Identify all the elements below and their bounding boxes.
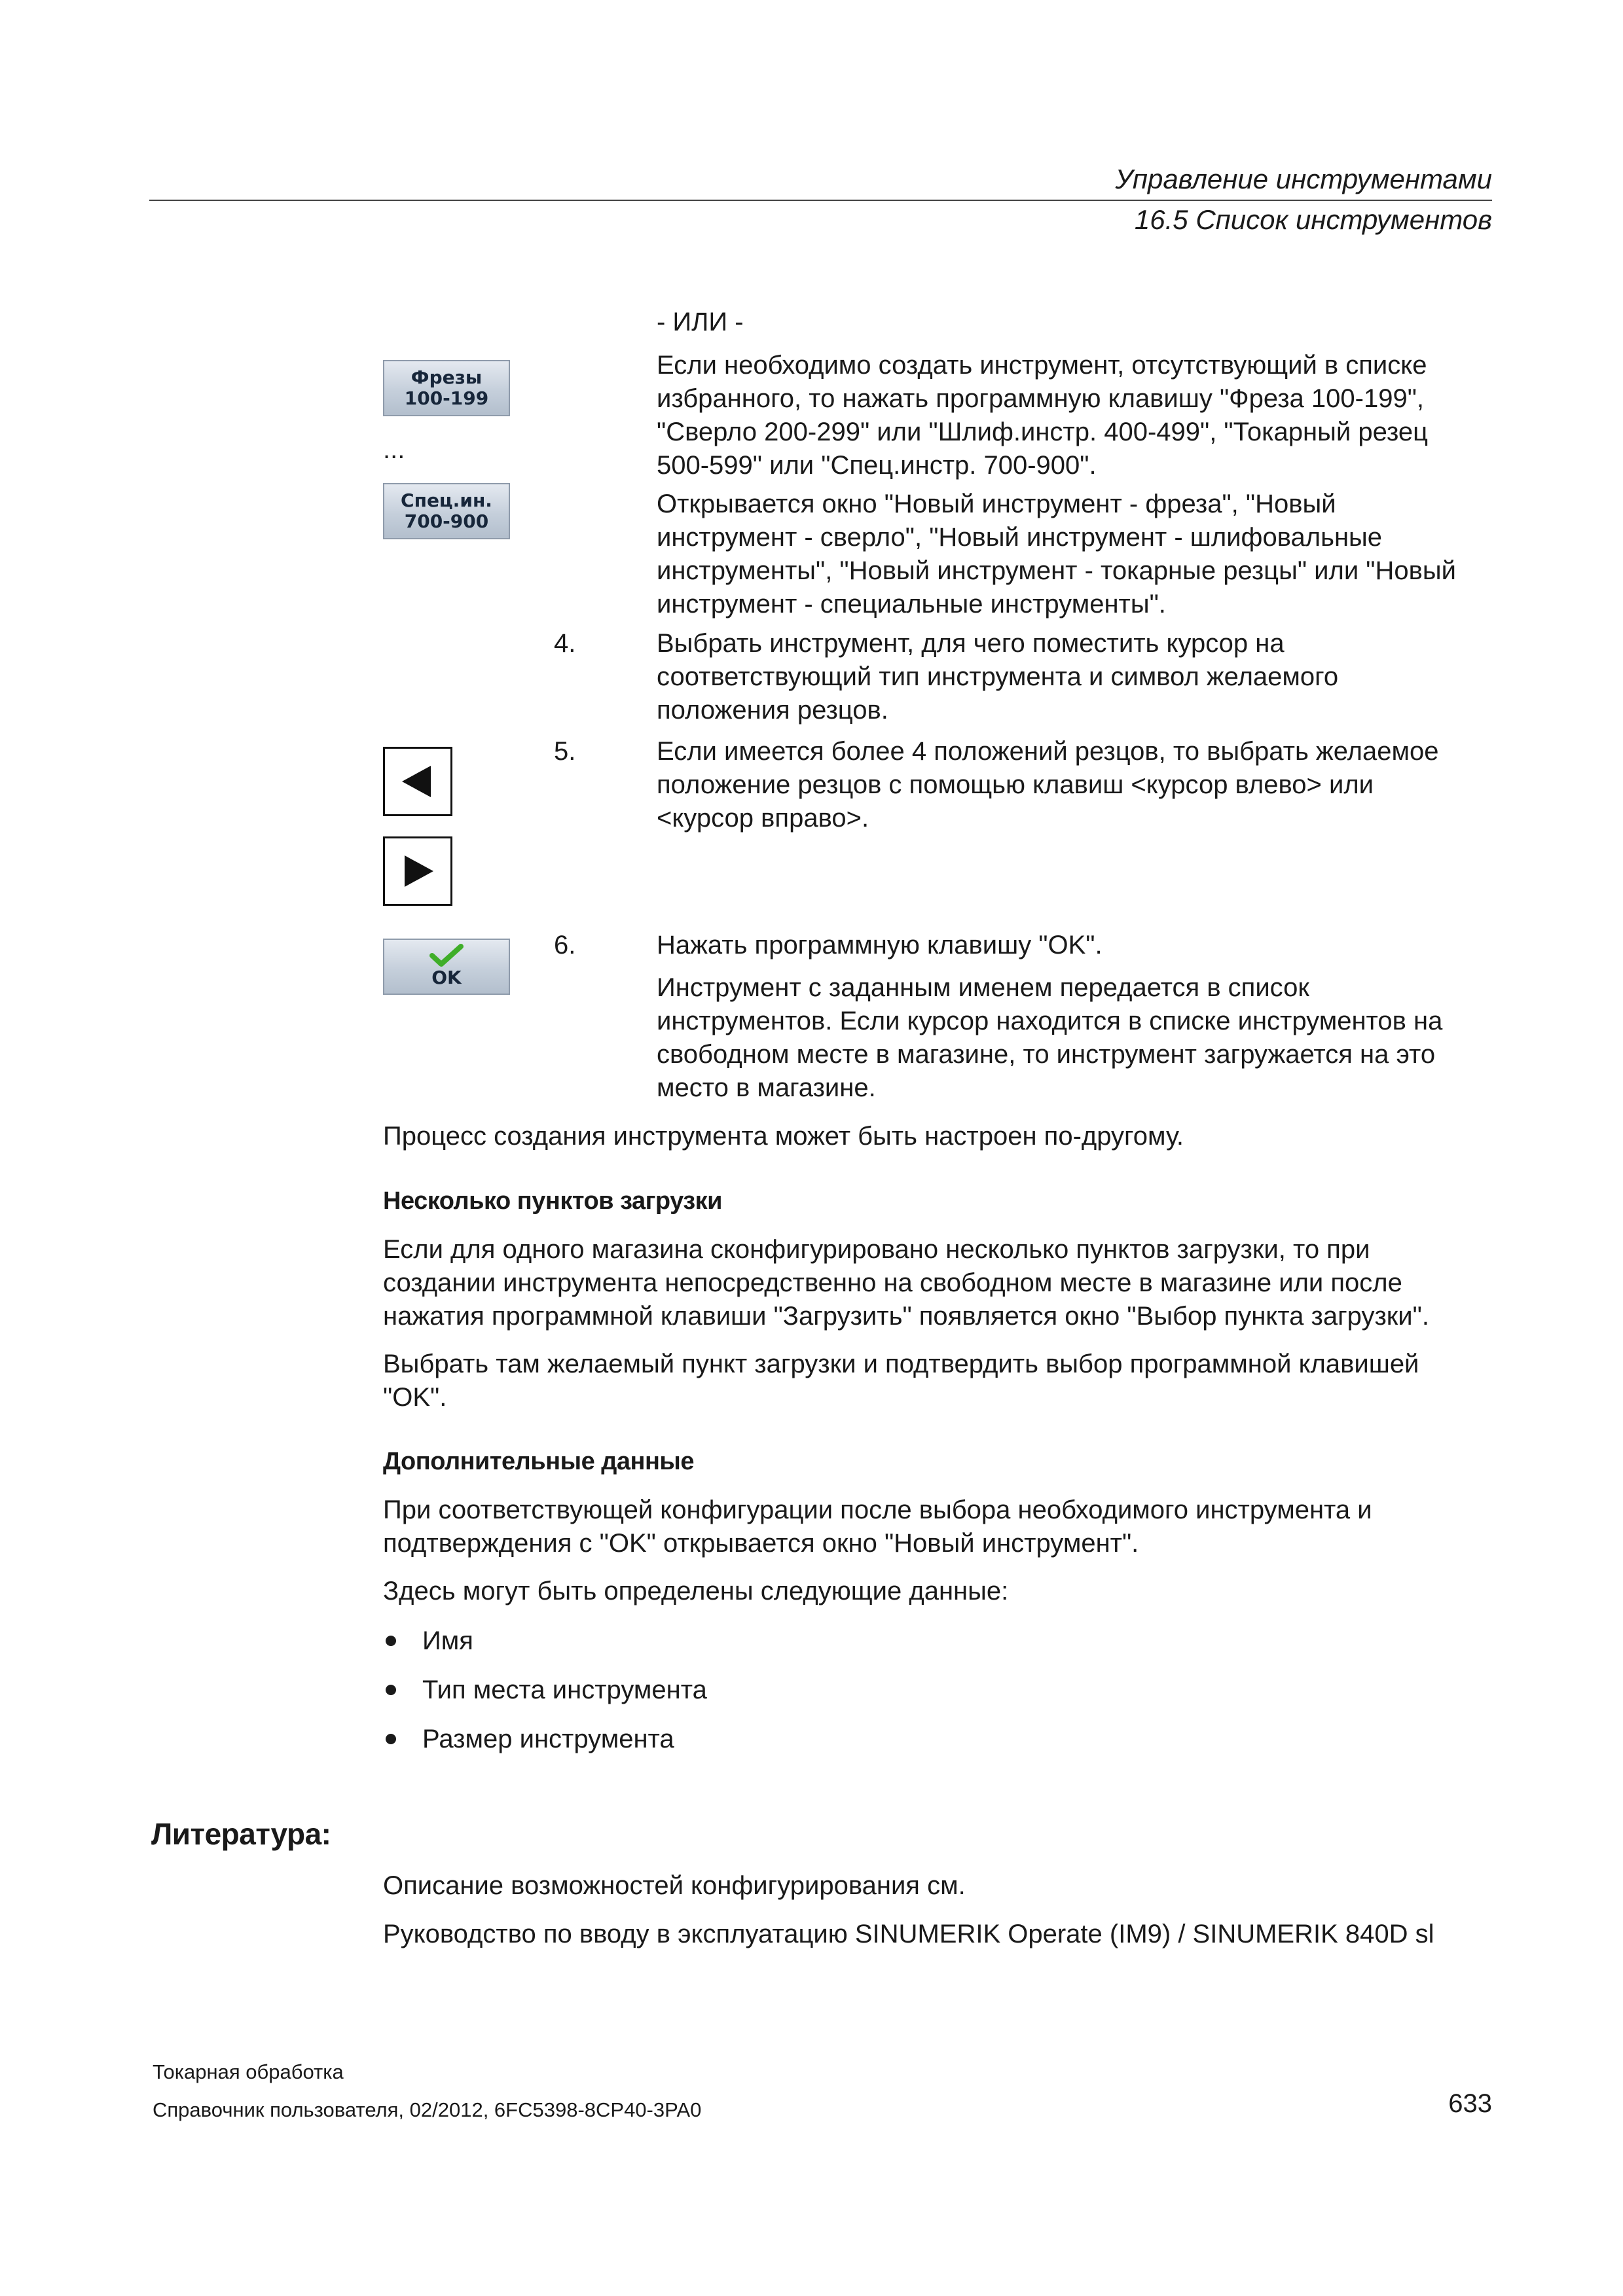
text-line: "OK". [383,1383,447,1412]
special-softkey-label1: Спец.ин. [401,490,492,511]
arrow-left-icon [398,762,437,801]
text-line: Если имеется более 4 положений резцов, то выбрать желаемое [657,737,1439,766]
step-6-text [657,929,1103,962]
literature-heading: Литература: [151,1817,331,1851]
text-line: избранного, то нажать программную клавишу "Фреза 100-199", [657,384,1425,413]
text-line: подтверждения с "OK" открывается окно "Новый инструмент". [383,1529,1139,1558]
text-line: положения резцов. [657,696,888,725]
text-line: место в магазине. [657,1073,876,1102]
mill-softkey-label2: 100-199 [404,387,489,409]
additional-data-paragraph-1 [383,1494,1372,1560]
mill-softkey-label1: Фрезы [410,367,483,388]
literature-paragraph-2: Руководство по вводу в эксплуатацию SINUMERIK Operate (IM9) / SINUMERIK 840D sl [383,1920,1434,1948]
bullet-icon [386,1636,396,1646]
or-text [657,349,1428,482]
text-line: инструмент - специальные инструменты". [657,590,1166,619]
loading-points-paragraph-1 [383,1233,1429,1333]
loading-points-heading: Несколько пунктов загрузки [383,1187,723,1215]
cursor-left-key[interactable] [383,747,452,816]
mill-softkey[interactable] [383,360,510,416]
step-6-number: 6. [554,931,576,960]
header-rule [149,200,1492,201]
softkey-ellipsis: ... [383,435,405,464]
step-4-number: 4. [554,629,576,658]
or-result [657,488,1456,621]
text-line: При соответствующей конфигурации после выбора необходимого инструмента и [383,1496,1372,1524]
text-line: 500-599" или "Спец.инстр. 700-900". [657,451,1097,480]
or-label: - ИЛИ - [657,308,744,336]
footer-product: Токарная обработка [153,2060,344,2083]
text-line: Инструмент с заданным именем передается в список [657,973,1309,1002]
special-softkey-label2: 700-900 [404,511,489,532]
special-tool-softkey[interactable] [383,483,510,539]
chapter-title: Управление инструментами [1115,164,1492,194]
text-line: Выбрать инструмент, для чего поместить курсор на [657,629,1285,658]
step-4-text [657,627,1338,727]
process-note: Процесс создания инструмента может быть настроен по-другому. [383,1122,1184,1151]
section-title: 16.5 Список инструментов [1134,204,1492,235]
text-line: Если для одного магазина сконфигурировано несколько пунктов загрузки, то при [383,1235,1370,1264]
footer-manual-info: Справочник пользователя, 02/2012, 6FC5398-8CP40-3PA0 [153,2098,702,2121]
text-line: положение резцов с помощью клавиш <курсор влево> или [657,770,1374,799]
cursor-right-key[interactable] [383,836,452,906]
text-line: Выбрать там желаемый пункт загрузки и подтвердить выбор программной клавишей [383,1350,1419,1378]
text-line: свободном месте в магазине, то инструмент загружается на это [657,1040,1436,1069]
loading-points-paragraph-2 [383,1348,1419,1414]
text-line: Открывается окно "Новый инструмент - фреза", "Новый [657,490,1336,518]
text-line: нажатия программной клавиши "Загрузить" появляется окно "Выбор пункта загрузки". [383,1302,1429,1331]
text-line: инструменты", "Новый инструмент - токарные резцы" или "Новый [657,556,1456,585]
additional-data-heading: Дополнительные данные [383,1448,695,1475]
step-6-result [657,971,1442,1105]
bullet-item-name: Имя [422,1626,473,1655]
text-line: соответствующий тип инструмента и символ желаемого [657,662,1339,691]
bullet-item-size: Размер инструмента [422,1725,674,1753]
page-number: 633 [1448,2089,1492,2118]
bullet-icon [386,1685,396,1695]
arrow-right-icon [398,852,437,891]
bullet-item-place-type: Тип места инструмента [422,1676,707,1704]
text-line: "Сверло 200-299" или "Шлиф.инстр. 400-499", "Токарный резец [657,418,1429,446]
ok-softkey-label: OK [431,967,462,988]
text-line: инструментов. Если курсор находится в списке инструментов на [657,1007,1443,1035]
text-line: Если необходимо создать инструмент, отсутствующий в списке [657,351,1427,380]
additional-data-paragraph-2: Здесь могут быть определены следующие данные: [383,1577,1009,1605]
text-line: <курсор вправо>. [657,804,869,833]
step-5-number: 5. [554,737,576,766]
checkmark-icon [427,942,466,969]
text-line: инструмент - сверло", "Новый инструмент - шлифовальные [657,523,1383,552]
literature-paragraph-1: Описание возможностей конфигурирования см. [383,1871,966,1900]
ok-softkey[interactable] [383,939,510,995]
step-5-text [657,735,1438,835]
text-line: создании инструмента непосредственно на свободном месте в магазине или после [383,1268,1402,1297]
bullet-icon [386,1734,396,1744]
text-line: Нажать программную клавишу "OK". [657,931,1103,960]
